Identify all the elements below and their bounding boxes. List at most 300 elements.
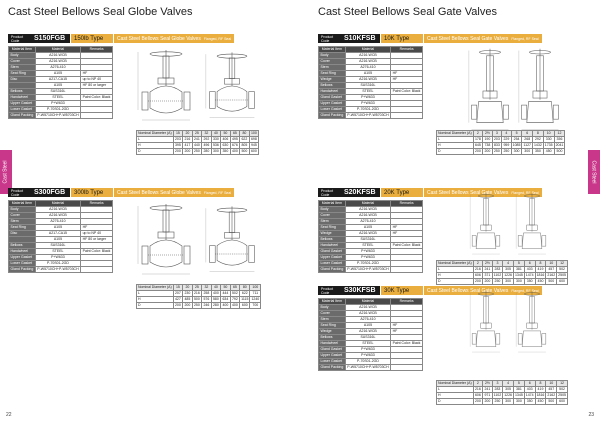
dimension-value: 805 bbox=[241, 143, 248, 147]
dimension-label: L bbox=[437, 387, 474, 393]
dimension-value: 283 bbox=[492, 267, 503, 273]
product-connection: Flanged, RF Seal bbox=[203, 190, 232, 195]
dimension-value: 450 bbox=[535, 279, 546, 285]
dimension-value: 381 bbox=[513, 387, 524, 393]
column-header: 32 bbox=[202, 285, 212, 291]
dimension-value: 200 bbox=[184, 149, 191, 153]
table-row bbox=[9, 95, 113, 101]
material-item: Cover bbox=[319, 311, 346, 317]
dimension-value: 200 bbox=[174, 303, 181, 307]
material-value: A216-WCB bbox=[345, 305, 390, 311]
material-item: Gland Packing bbox=[10, 267, 34, 271]
material-value: STEEL bbox=[35, 249, 80, 255]
material-remarks: HF bbox=[391, 231, 423, 237]
material-remarks: HF bbox=[391, 77, 423, 83]
dimension-value: 241 bbox=[484, 387, 491, 391]
material-remarks: HF bbox=[391, 329, 423, 335]
material-remarks: HF bbox=[81, 225, 113, 231]
dimension-value: 350 bbox=[524, 399, 535, 405]
material-value: A105 bbox=[345, 225, 390, 231]
dimension-value: 450 bbox=[543, 149, 554, 155]
material-value: P-70S01-2GD bbox=[345, 261, 390, 267]
dimension-value: 444 bbox=[222, 291, 229, 295]
material-value: P+W633 bbox=[345, 255, 390, 261]
material-value: SUS316L bbox=[35, 89, 80, 95]
valve-drawing-side bbox=[204, 200, 260, 280]
dimension-value: 500 bbox=[546, 279, 557, 285]
product-class: 20K Type bbox=[381, 188, 423, 197]
column-header: Material bbox=[345, 299, 390, 305]
product-connection: Flanged, RF Seal bbox=[511, 288, 539, 293]
column-header: 4 bbox=[502, 131, 512, 137]
table-row bbox=[437, 279, 568, 285]
dimension-value: 457 bbox=[546, 267, 557, 273]
product-section-s10kfsb bbox=[318, 34, 590, 184]
column-header: Nominal Diameter (A) bbox=[138, 285, 172, 289]
material-item: Bellows bbox=[9, 89, 36, 95]
material-remarks: up to NP 40 bbox=[81, 77, 113, 83]
material-item: Handwheel bbox=[319, 341, 346, 347]
dimension-value: 330 bbox=[212, 137, 219, 141]
dimension-value: 406 bbox=[222, 137, 229, 141]
column-header: Material bbox=[35, 201, 80, 207]
table-header-row bbox=[137, 285, 261, 291]
material-value: A216-WCB bbox=[345, 213, 390, 219]
product-model: S10KFSB bbox=[340, 34, 380, 43]
table-row bbox=[437, 149, 565, 155]
column-header: 25 bbox=[192, 131, 202, 137]
material-value: SUS316L bbox=[35, 243, 80, 249]
column-header: 6 bbox=[524, 261, 535, 267]
material-item: Seat Ring bbox=[319, 71, 346, 77]
material-item: Body bbox=[319, 305, 346, 311]
dimension-value: 300 bbox=[513, 399, 524, 405]
column-header: Material bbox=[345, 201, 390, 207]
dimension-value: 945 bbox=[250, 143, 257, 147]
dimension-value: 417 bbox=[184, 143, 191, 147]
valve-drawing-side bbox=[518, 46, 562, 136]
product-description: Cast Steel Bellows Seal Gate Valves Flanged, RF Seal bbox=[424, 286, 542, 295]
dimension-value: 200 bbox=[174, 149, 181, 153]
product-model: S300FGB bbox=[30, 188, 70, 197]
table-row bbox=[319, 341, 423, 347]
dimension-value: 580 bbox=[212, 297, 219, 301]
dimension-value: 381 bbox=[513, 267, 524, 273]
material-value: P+W633 bbox=[345, 95, 390, 101]
dimension-value: 536 bbox=[212, 143, 219, 147]
dimension-value: 1226 bbox=[504, 393, 512, 397]
dimension-label: L bbox=[137, 137, 174, 143]
material-item: Bellows bbox=[9, 243, 36, 249]
column-header: 40 bbox=[211, 131, 221, 137]
dimension-value: 500 bbox=[193, 297, 200, 301]
dimension-value: 1816 bbox=[536, 393, 545, 397]
table-header-row bbox=[9, 47, 113, 53]
material-value: SUS316L bbox=[345, 83, 390, 89]
material-value: A217-CA15 bbox=[35, 77, 80, 83]
dimension-label: D bbox=[437, 149, 474, 155]
column-header: Nominal Diameter (A) bbox=[438, 381, 472, 385]
dimension-value: 1127 bbox=[523, 143, 531, 147]
dimension-value: 485 bbox=[184, 297, 191, 301]
column-header: Nominal Diameter (A) bbox=[438, 131, 472, 135]
dimension-value: 216 bbox=[184, 137, 191, 141]
column-header: Material Item bbox=[9, 47, 36, 53]
dimension-value: 190 bbox=[484, 137, 491, 141]
material-item: Bellows bbox=[319, 335, 346, 341]
dimension-value: 419 bbox=[535, 267, 546, 273]
dimension-value: 246 bbox=[203, 303, 210, 307]
product-code-label: Product Code bbox=[8, 34, 30, 43]
material-value: A216-WCB bbox=[35, 207, 80, 213]
dimension-value: 403 bbox=[524, 387, 535, 393]
column-header: 4 bbox=[503, 381, 514, 387]
dimension-value: 250 bbox=[492, 399, 503, 405]
product-code-label: Product Code bbox=[318, 286, 340, 295]
dimension-value: 2041 bbox=[555, 143, 564, 147]
dimension-value: 250 bbox=[193, 149, 200, 153]
column-header: 5 bbox=[513, 381, 524, 387]
table-row bbox=[319, 243, 423, 249]
dimensions-table bbox=[136, 284, 261, 309]
material-remarks: HF bbox=[391, 225, 423, 231]
material-value: P-W5710CH+P-W5703CH bbox=[37, 113, 79, 117]
column-header: 3 bbox=[492, 131, 502, 137]
material-item: Handwheel bbox=[9, 249, 36, 255]
material-value: A105 bbox=[35, 237, 80, 243]
materials-table bbox=[8, 200, 113, 273]
dimension-value: 971 bbox=[484, 393, 491, 397]
column-header: Material Item bbox=[319, 299, 346, 305]
material-item: Gland Packing bbox=[320, 267, 344, 271]
page-number-left: 22 bbox=[6, 412, 12, 418]
dimension-value: 280 bbox=[203, 149, 210, 153]
dimension-value: 1474 bbox=[525, 393, 534, 397]
material-value: A216-WCB bbox=[35, 59, 80, 65]
column-header: 5 bbox=[513, 261, 524, 267]
dimension-value: 200 bbox=[474, 279, 481, 283]
material-item: Body bbox=[319, 207, 346, 213]
material-value: P-W5710CH+P-W5703CH bbox=[347, 365, 389, 369]
dimension-value: 645 bbox=[474, 143, 481, 147]
dimension-value: 450 bbox=[535, 399, 546, 405]
valve-drawing-side bbox=[204, 46, 260, 126]
dimension-value: 250 bbox=[193, 303, 200, 307]
column-header: 8 bbox=[535, 261, 546, 267]
dimension-value: 1102 bbox=[493, 393, 502, 397]
dimensions-table bbox=[436, 260, 568, 285]
dimension-value: 200 bbox=[484, 279, 491, 283]
product-class: 30K Type bbox=[381, 286, 423, 295]
dimension-label: H bbox=[437, 393, 474, 399]
dimension-value: 330 bbox=[543, 137, 554, 143]
material-remarks bbox=[81, 113, 113, 119]
side-tab-label: Cast Steel bbox=[3, 160, 10, 184]
dimension-value: 600 bbox=[240, 303, 250, 309]
column-header: 2½ bbox=[483, 261, 493, 267]
dimension-value: 711 bbox=[250, 291, 261, 297]
material-value: A216-WCB bbox=[345, 207, 390, 213]
product-header bbox=[318, 286, 542, 295]
material-value: A276-410 bbox=[35, 65, 80, 71]
product-description: Cast Steel Bellows Seal Gate Valves Flanged, RF Seal bbox=[424, 188, 542, 197]
column-header: 100 bbox=[250, 285, 261, 291]
material-value: A216-WCB bbox=[345, 329, 390, 335]
table-row bbox=[319, 89, 423, 95]
material-value: P+W633 bbox=[345, 249, 390, 255]
column-header: 65 bbox=[230, 285, 240, 291]
column-header: Material bbox=[35, 47, 80, 53]
product-code-label: Product Code bbox=[318, 34, 340, 43]
dimension-value: 200 bbox=[474, 149, 481, 153]
product-description: Cast Steel Bellows Seal Globe Valves Flanged, RF Seal bbox=[114, 34, 234, 43]
dimension-value: 1115 bbox=[241, 297, 249, 301]
dimension-value: 500 bbox=[241, 149, 248, 153]
dimension-value: 300 bbox=[511, 149, 522, 155]
column-header: 4 bbox=[503, 261, 514, 267]
material-value: P-W5710CH+P-W5703CH bbox=[347, 113, 389, 117]
column-header: 3 bbox=[492, 261, 503, 267]
column-header: 20 bbox=[183, 285, 193, 291]
material-value: P-W5710CH+P-W5703CH bbox=[37, 267, 79, 271]
product-header bbox=[8, 34, 234, 43]
column-header: 32 bbox=[202, 131, 212, 137]
dimension-value: 403 bbox=[524, 267, 535, 273]
dimension-value: 400 bbox=[231, 149, 238, 153]
material-value: P-70S01-2GD bbox=[345, 107, 390, 113]
dimension-value: 606 bbox=[474, 393, 481, 397]
product-section-s300fgb bbox=[8, 188, 280, 338]
material-item: Gland Gasket bbox=[319, 347, 346, 353]
material-value: A216-WCB bbox=[345, 231, 390, 237]
material-item: Upper Gasket bbox=[319, 101, 346, 107]
dimension-value: 350 bbox=[222, 149, 229, 153]
dimension-value: 1085 bbox=[512, 143, 521, 147]
column-header: Nominal Diameter (A) bbox=[438, 261, 472, 265]
table-row bbox=[137, 303, 261, 309]
column-header: Material Item bbox=[319, 201, 346, 207]
material-item: Handwheel bbox=[319, 89, 346, 95]
dimension-value: 229 bbox=[503, 137, 510, 141]
dimension-value: 280 bbox=[212, 303, 219, 307]
valve-drawing-front bbox=[136, 46, 196, 126]
dimension-value: 250 bbox=[492, 279, 503, 285]
material-value: A276-410 bbox=[345, 317, 390, 323]
material-item: Lower Gasket bbox=[9, 261, 36, 267]
product-model: S20KFSB bbox=[340, 188, 380, 197]
material-value: STEEL bbox=[35, 95, 80, 101]
dimension-value: 634 bbox=[222, 297, 229, 301]
dimension-value: 292 bbox=[203, 137, 210, 141]
material-value: STEEL bbox=[345, 89, 390, 95]
column-header: 80 bbox=[240, 131, 250, 137]
dimension-label: H bbox=[137, 297, 174, 303]
product-class: 300lb Type bbox=[71, 188, 113, 197]
dimension-value: 200 bbox=[484, 149, 491, 153]
table-row bbox=[437, 399, 568, 405]
material-value: A105 bbox=[345, 323, 390, 329]
material-remarks: Paint Color: Black bbox=[391, 89, 423, 95]
column-header: Material Item bbox=[9, 201, 36, 207]
dimension-label: D bbox=[437, 279, 474, 285]
product-code-label: Product Code bbox=[8, 188, 30, 197]
dimension-value: 833 bbox=[493, 143, 500, 147]
dimension-label: D bbox=[137, 149, 174, 155]
dimension-value: 356 bbox=[554, 137, 565, 143]
material-value: A105 bbox=[35, 83, 80, 89]
dimension-value: 305 bbox=[503, 267, 514, 273]
dimension-value: 440 bbox=[193, 143, 200, 147]
dimension-value: 622 bbox=[240, 291, 250, 297]
product-section-s30kfsb bbox=[318, 286, 590, 406]
table-row bbox=[319, 365, 423, 371]
material-item: Cover bbox=[9, 59, 36, 65]
dimension-value: 250 bbox=[503, 149, 510, 153]
material-value: SUS316L bbox=[345, 237, 390, 243]
dimension-value: 502 bbox=[557, 267, 568, 273]
material-remarks: Paint Color: Black bbox=[81, 249, 113, 255]
product-description: Cast Steel Bellows Seal Gate Valves Flanged, RF Seal bbox=[424, 34, 542, 43]
valve-drawing-side bbox=[514, 192, 550, 258]
dimension-value: 1432 bbox=[533, 143, 542, 147]
column-header: 50 bbox=[221, 131, 231, 137]
dimension-value: 400 bbox=[222, 303, 229, 307]
column-header: 12 bbox=[554, 131, 565, 137]
column-header: Material bbox=[345, 47, 390, 53]
product-header bbox=[318, 188, 542, 197]
column-header: 3 bbox=[492, 381, 503, 387]
product-connection: Flanged, RF Seal bbox=[203, 36, 232, 41]
dimension-value: 292 bbox=[532, 137, 543, 143]
material-value: P+W633 bbox=[35, 101, 80, 107]
dimension-value: 216 bbox=[474, 387, 481, 391]
valve-drawing-front bbox=[468, 46, 512, 136]
material-remarks bbox=[391, 365, 423, 371]
page-title-right: Cast Steel Bellows Seal Gate Valves bbox=[318, 6, 497, 18]
page-number-right: 23 bbox=[588, 412, 594, 418]
dimension-label: L bbox=[437, 267, 474, 273]
column-header: 2 bbox=[473, 131, 483, 137]
dimension-label: H bbox=[437, 143, 474, 149]
dimension-value: 1816 bbox=[536, 273, 545, 277]
material-item: Body bbox=[319, 53, 346, 59]
dimension-value: 576 bbox=[203, 297, 210, 301]
column-header: 12 bbox=[557, 381, 568, 387]
column-header: 15 bbox=[173, 285, 183, 291]
material-remarks: Paint Color: Black bbox=[391, 243, 423, 249]
material-remarks: HF bbox=[391, 323, 423, 329]
table-header-row bbox=[9, 201, 113, 207]
column-header: 15 bbox=[173, 131, 183, 137]
dimension-value: 2505 bbox=[558, 273, 566, 277]
material-value: A216-WCB bbox=[35, 53, 80, 59]
dimension-value: 700 bbox=[250, 303, 261, 309]
table-row bbox=[319, 113, 423, 119]
dimension-label: L bbox=[137, 291, 174, 297]
material-value: A276-410 bbox=[35, 219, 80, 225]
column-header: 10 bbox=[546, 381, 557, 387]
material-value: P-70S01-2GD bbox=[35, 107, 80, 113]
dimension-value: 600 bbox=[250, 149, 257, 153]
material-item: Lower Gasket bbox=[319, 261, 346, 267]
column-header: Remarks bbox=[391, 201, 423, 207]
material-item: Cover bbox=[9, 213, 36, 219]
dimension-label: H bbox=[437, 273, 474, 279]
dimension-value: 630 bbox=[222, 143, 229, 147]
material-item: Disc bbox=[9, 231, 36, 237]
dimension-value: 2162 bbox=[547, 273, 556, 277]
table-row bbox=[9, 249, 113, 255]
material-item: Lower Gasket bbox=[319, 107, 346, 113]
dimension-value: 502 bbox=[557, 387, 568, 393]
column-header: 80 bbox=[240, 285, 250, 291]
material-item: Wedge bbox=[319, 231, 346, 237]
column-header: 10 bbox=[543, 131, 554, 137]
dimensions-table bbox=[436, 130, 565, 155]
dimension-value: 178 bbox=[474, 137, 481, 141]
dimension-value: 216 bbox=[193, 291, 200, 295]
material-item: Bellows bbox=[319, 237, 346, 243]
product-code-label: Product Code bbox=[318, 188, 340, 197]
material-item: Wedge bbox=[319, 77, 346, 83]
material-item: Seat Ring bbox=[9, 71, 36, 77]
dimension-value: 738 bbox=[484, 143, 491, 147]
dimension-value: 200 bbox=[184, 303, 191, 307]
product-model: S30KFSB bbox=[340, 286, 380, 295]
dimension-value: 395 bbox=[174, 143, 181, 147]
materials-table bbox=[318, 200, 423, 273]
material-item: Seat Ring bbox=[9, 225, 36, 231]
material-item: Gland Packing bbox=[320, 113, 344, 117]
table-row bbox=[319, 267, 423, 273]
materials-table bbox=[8, 46, 113, 119]
material-value: A216-WCB bbox=[345, 311, 390, 317]
dimension-value: 622 bbox=[241, 137, 248, 141]
material-item: Stem bbox=[319, 219, 346, 225]
material-item: Upper Gasket bbox=[319, 255, 346, 261]
product-section-s150fgb bbox=[8, 34, 280, 184]
dimension-value: 1240 bbox=[251, 297, 260, 301]
dimension-label: D bbox=[137, 303, 174, 309]
column-header: 12 bbox=[557, 261, 568, 267]
table-row bbox=[9, 267, 113, 273]
material-remarks bbox=[391, 113, 423, 119]
material-remarks bbox=[81, 267, 113, 273]
material-item: Gland Gasket bbox=[319, 95, 346, 101]
material-remarks: HF 80 or larger bbox=[81, 237, 113, 243]
material-item: Gland Packing bbox=[10, 113, 34, 117]
column-header: 40 bbox=[211, 285, 221, 291]
material-remarks: HF 80 or larger bbox=[81, 83, 113, 89]
material-value: A276-410 bbox=[345, 219, 390, 225]
material-item: Stem bbox=[319, 317, 346, 323]
dimension-value: 400 bbox=[212, 291, 219, 295]
dimension-value: 959 bbox=[503, 143, 510, 147]
column-header: 2 bbox=[473, 381, 483, 387]
side-tab-label: Cast Steel bbox=[591, 160, 598, 184]
material-item: Wedge bbox=[319, 329, 346, 335]
product-model: S150FGB bbox=[30, 34, 70, 43]
dimension-value: 258 bbox=[203, 291, 210, 295]
column-header: 5 bbox=[511, 131, 522, 137]
material-value: P-70S01-2GD bbox=[345, 359, 390, 365]
product-connection: Flanged, RF Seal bbox=[511, 36, 539, 41]
dimensions-table bbox=[136, 130, 259, 155]
column-header: 6 bbox=[524, 381, 535, 387]
product-description: Cast Steel Bellows Seal Globe Valves Flanged, RF Seal bbox=[114, 188, 234, 197]
material-value: A216-WCB bbox=[345, 59, 390, 65]
material-value: P+W633 bbox=[345, 101, 390, 107]
